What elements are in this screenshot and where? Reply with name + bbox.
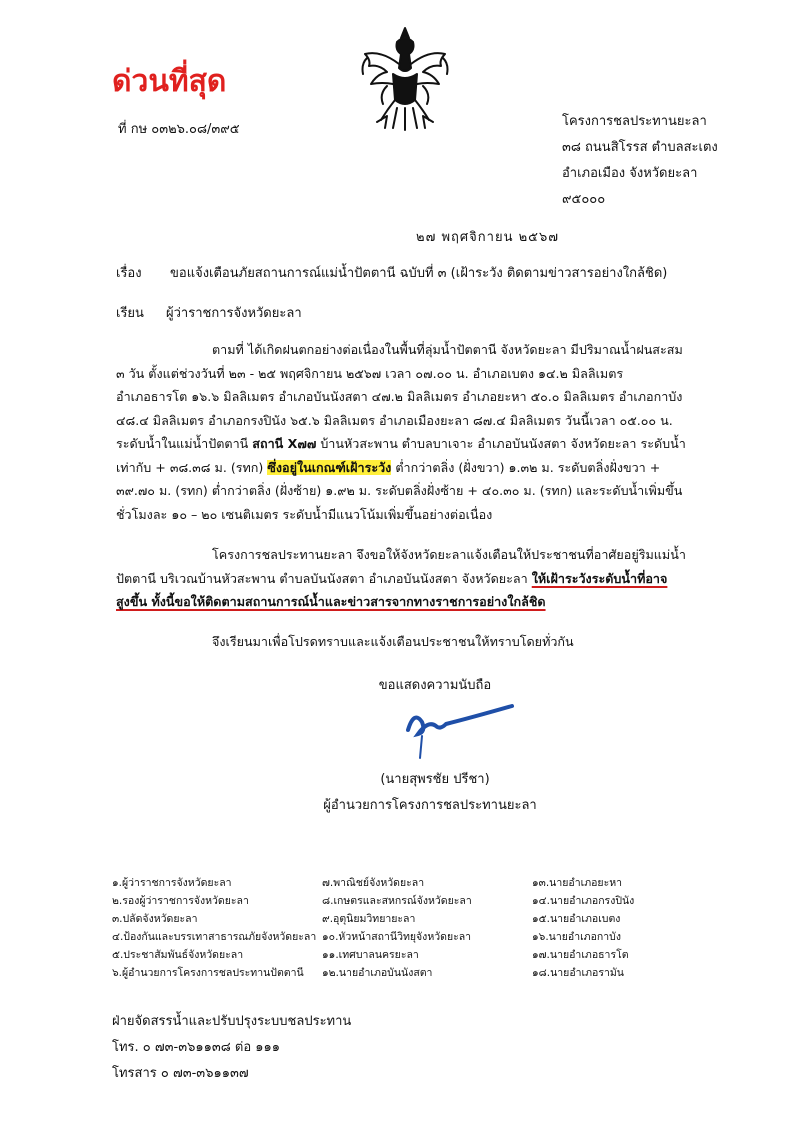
- body-paragraph-2: [116, 543, 736, 614]
- footer-telephone: โทร. ๐ ๗๓-๓๖๑๑๓๘ ต่อ ๑๑๑: [112, 1040, 281, 1055]
- signer-title: ผู้อำนวยการโครงการชลประทานยะลา: [323, 798, 537, 813]
- body1-line-5-start: ระดับน้ำในแม่น้ำปัตตานี: [116, 436, 253, 451]
- body2-line-1: โครงการชลประทานยะลา จึงขอให้จังหวัดยะลาแจ้งเตือนให้ประชาชนที่อาศัยอยู่ริมแม่น้ำ: [212, 547, 686, 562]
- warning-underlined-2: สูงขึ้น ทั้งนี้ขอให้ติดตามสถานการณ์น้ำและข่าวสารจากทางราชการอย่างใกล้ชิด: [116, 594, 546, 609]
- body1-line-3: อำเภอธารโต ๑๖.๖ มิลลิเมตร อำเภอบันนังสตา ๔๗.๒ มิลลิเมตร อำเภอยะหา ๕๐.๐ มิลลิเมตร อำเภอกาบัง: [116, 389, 683, 404]
- distribution-item: ๑๐.หัวหน้าสถานีวิทยุจังหวัดยะลา: [322, 931, 472, 943]
- distribution-item: ๑๔.นายอำเภอกรงปินัง: [532, 895, 635, 907]
- body1-line-5-end: บ้านหัวสะพาน ตำบลบาเจาะ อำเภอบันนังสตา จังหวัดยะลา ระดับน้ำ: [316, 436, 686, 451]
- distribution-item: ๗.พาณิชย์จังหวัดยะลา: [322, 877, 425, 889]
- distribution-item: ๑๗.นายอำเภอธารโต: [532, 949, 629, 961]
- body1-line-7: ๓๙.๗๐ ม. (รทก) ต่ำกว่าตลิ่ง (ฝั่งซ้าย) ๑.๙๒ ม. ระดับตลิ่งฝั่งซ้าย + ๔๐.๓๐ ม. (รทก) และระดับน้ำเพิ่มขึ้น: [116, 483, 683, 498]
- body2-line-3: [116, 590, 736, 614]
- distribution-column-2: [322, 874, 472, 982]
- urgent-stamp: ด่วนที่สุด: [112, 64, 227, 99]
- signature-image: [400, 700, 520, 760]
- signer-name: (นายสุพรชัย ปรีชา): [380, 772, 490, 787]
- distribution-item: ๒.รองผู้ว่าราชการจังหวัดยะลา: [112, 895, 249, 907]
- distribution-item: ๑๒.นายอำเภอบันนังสตา: [322, 967, 433, 979]
- body1-line-8: ชั่วโมงละ ๑๐ – ๒๐ เซนติเมตร ระดับน้ำมีแนวโน้มเพิ่มขึ้นอย่างต่อเนื่อง: [116, 506, 493, 522]
- recipient-text: ผู้ว่าราชการจังหวัดยะลา: [166, 306, 302, 321]
- body1-line-4: ๔๘.๔ มิลลิเมตร อำเภอกรงปินัง ๖๕.๖ มิลลิเมตร อำเภอเมืองยะลา ๘๗.๔ มิลลิเมตร วันนี้เวลา ๐๕.๐๐ น.: [116, 412, 673, 428]
- closing-salutation: ขอแสดงความนับถือ: [378, 678, 492, 693]
- garuda-emblem: [357, 24, 453, 134]
- reference-number: ที่ กษ ๐๓๒๖.๐๘/๓๙๕: [118, 122, 240, 137]
- sender-address-line-2: ๓๘ ถนนสิโรรส ตำบลสะเตง: [562, 140, 718, 155]
- body2-line-2: [116, 567, 736, 591]
- letter-date: ๒๗ พฤศจิกายน ๒๕๖๗: [416, 230, 560, 245]
- subject-label: เรื่อง: [116, 266, 142, 281]
- footer-fax: โทรสาร ๐ ๗๓-๓๖๑๑๓๗: [112, 1066, 249, 1081]
- recipient-label: เรียน: [116, 306, 144, 321]
- distribution-item: ๕.ประชาสัมพันธ์จังหวัดยะลา: [112, 949, 244, 961]
- distribution-item: ๑๘.นายอำเภอรามัน: [532, 967, 624, 979]
- distribution-item: ๑.ผู้ว่าราชการจังหวัดยะลา: [112, 877, 232, 889]
- footer-department: ฝ่ายจัดสรรน้ำและปรับปรุงระบบชลประทาน: [112, 1014, 352, 1029]
- body1-line-6: [116, 456, 736, 480]
- station-code: สถานี X๗๗: [252, 436, 317, 451]
- distribution-column-3: [532, 874, 634, 982]
- distribution-item: ๔.ป้องกันและบรรเทาสาธารณภัยจังหวัดยะลา: [112, 931, 317, 943]
- body1-line-6-end: ต่ำกว่าตลิ่ง (ฝั่งขวา) ๑.๓๒ ม. ระดับตลิ่งฝั่งขวา +: [391, 459, 661, 475]
- body1-line-1: ตามที่ ได้เกิดฝนตกอย่างต่อเนื่องในพื้นที่ลุ่มน้ำปัตตานี จังหวัดยะลา มีปริมาณน้ำฝนสะสม: [212, 342, 683, 357]
- sender-address-line-3: อำเภอเมือง จังหวัดยะลา: [562, 166, 698, 181]
- closing-request: จึงเรียนมาเพื่อโปรดทราบและแจ้งเตือนประชาชนให้ทราบโดยทั่วกัน: [212, 634, 574, 649]
- distribution-item: ๙.อุตุนิยมวิทยายะลา: [322, 913, 416, 925]
- sender-postcode: ๙๕๐๐๐: [562, 192, 606, 207]
- distribution-item: ๑๖.นายอำเภอกาบัง: [532, 931, 621, 943]
- distribution-column-1: [112, 874, 316, 982]
- watch-level-highlight: ซึ่งอยู่ในเกณฑ์เฝ้าระวัง: [267, 459, 392, 475]
- body-paragraph-1: [116, 338, 736, 526]
- warning-underlined-1: ให้เฝ้าระวังระดับน้ำที่อาจ: [531, 570, 668, 586]
- body1-line-6-start: เท่ากับ + ๓๘.๓๘ ม. (รทก): [116, 459, 268, 475]
- subject-text: ขอแจ้งเตือนภัยสถานการณ์แม่น้ำปัตตานี ฉบับที่ ๓ (เฝ้าระวัง ติดตามข่าวสารอย่างใกล้ชิด): [170, 266, 668, 281]
- distribution-item: ๓.ปลัดจังหวัดยะลา: [112, 913, 198, 925]
- sender-address-line-1: โครงการชลประทานยะลา: [562, 114, 707, 129]
- distribution-item: ๘.เกษตรและสหกรณ์จังหวัดยะลา: [322, 895, 472, 907]
- distribution-item: ๖.ผู้อำนวยการโครงการชลประทานปัตตานี: [112, 967, 304, 979]
- distribution-item: ๑๓.นายอำเภอยะหา: [532, 877, 623, 889]
- body1-line-5: [116, 432, 736, 456]
- distribution-item: ๑๑.เทศบาลนครยะลา: [322, 949, 419, 961]
- distribution-item: ๑๕.นายอำเภอเบตง: [532, 913, 621, 925]
- body2-line-2-start: ปัตตานี บริเวณบ้านหัวสะพาน ตำบลบันนังสตา อำเภอบันนังสตา จังหวัดยะลา: [116, 570, 532, 586]
- body1-line-2: ๓ วัน ตั้งแต่ช่วงวันที่ ๒๓ - ๒๕ พฤศจิกายน ๒๕๖๗ เวลา ๐๗.๐๐ น. อำเภอเบตง ๑๔.๒ มิลลิเมตร: [116, 365, 624, 381]
